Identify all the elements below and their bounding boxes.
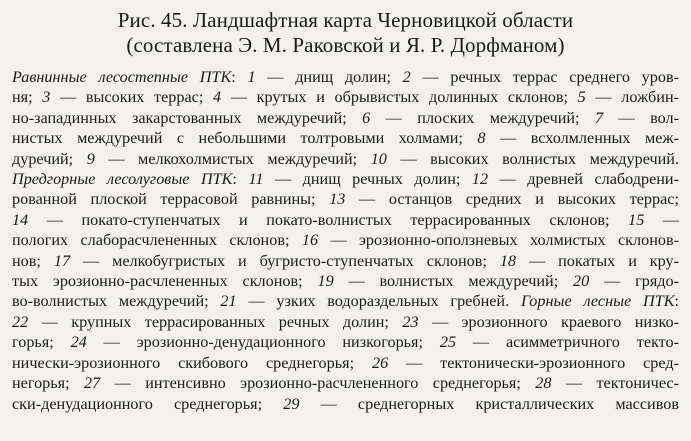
legend-italic-text: 26: [371, 353, 389, 372]
legend-text: — древней слабодрени-: [488, 170, 679, 189]
legend-italic-text: 25: [439, 333, 457, 352]
legend-text: нистых междуречий с небольшими толтровыми холмами;: [12, 129, 478, 148]
legend-italic-text: Горные лесные ПТК: [520, 292, 675, 311]
legend-text: во-волнистых междуречий;: [12, 292, 221, 311]
legend-italic-text: 1: [247, 68, 256, 86]
legend-italic-text: 28: [535, 374, 552, 393]
legend-line: [12, 169, 679, 189]
legend-text: — эрозионно-денудационного низкогорья;: [86, 333, 440, 352]
legend-text: — днищ речных долин;: [263, 170, 472, 189]
legend-italic-text: 17: [53, 251, 71, 270]
legend-text: рованной плоской террасовой равнины;: [12, 190, 330, 209]
legend-italic-text: 16: [301, 231, 319, 250]
caption-title: Рис. 45. Ландшафтная карта Черновицкой области: [117, 8, 574, 32]
legend-line: [12, 230, 679, 250]
legend-line: [12, 149, 679, 169]
legend-line: [12, 394, 679, 414]
legend-line: [12, 210, 679, 230]
legend-italic-text: 5: [577, 88, 586, 107]
legend-text: — мелкобугристых и бугристо-ступенчатых склонов;: [70, 251, 500, 270]
legend-italic-text: 23: [402, 312, 419, 331]
legend-italic-text: 12: [471, 170, 489, 189]
legend-text: — плоских междуречий;: [370, 108, 595, 127]
legend-text: но-западинных закарстованных междуречий;: [12, 108, 363, 127]
legend-text: — крутых и обрывистых долинных склонов;: [221, 88, 578, 107]
legend-italic-text: 9: [86, 149, 95, 168]
legend-text: — мелкохолмистых междуречий;: [94, 149, 371, 168]
legend-text: :: [674, 292, 679, 311]
legend-text: — высоких террас;: [50, 88, 213, 107]
legend-text: нов;: [12, 251, 54, 270]
legend-line: [12, 353, 679, 373]
legend-italic-text: 10: [370, 149, 387, 168]
legend-text: —: [644, 210, 679, 229]
legend-text: — речных террас среднего уров-: [410, 68, 679, 86]
legend-text: — эрозионно-оползневых холмистых склонов-: [318, 231, 679, 250]
legend-text: — тектонически-эрозионного сред-: [388, 353, 679, 372]
legend-italic-text: 29: [283, 394, 300, 413]
legend-italic-text: 20: [573, 272, 590, 291]
legend-text: — среднегорных кристаллических массивов: [299, 394, 679, 413]
legend-text: нически-эрозионного скибового среднегорья;: [12, 353, 372, 372]
legend-text: негорья;: [12, 374, 85, 393]
legend-text: — волнистых междуречий;: [333, 272, 574, 291]
legend-line: [12, 312, 679, 332]
legend-text: — асимметричного текто-: [456, 333, 679, 352]
legend-text: :: [231, 68, 248, 86]
legend-italic-text: 14: [12, 210, 29, 229]
figure-caption: [12, 8, 679, 58]
legend-text: тых эрозионно-расчлененных склонов;: [12, 272, 318, 291]
legend-line: [12, 67, 679, 87]
legend-line: [12, 189, 679, 209]
legend-italic-text: 13: [329, 190, 346, 209]
legend-italic-text: 2: [402, 68, 411, 86]
legend-text: дуречий;: [12, 149, 87, 168]
legend-text: — узких водораздельных гребней.: [236, 292, 521, 311]
legend-line: [12, 271, 679, 291]
legend-italic-text: 19: [317, 272, 334, 291]
legend-italic-text: 8: [477, 129, 486, 148]
legend-text: — покато-ступенчатых и покато-волнистых террасированных склонов;: [28, 210, 629, 229]
legend-text: — крупных террасированных речных долин;: [28, 312, 403, 331]
legend-italic-text: 15: [628, 210, 645, 229]
legend-italic-text: 22: [12, 312, 29, 331]
legend-italic-text: Предгорные лесолуговые ПТК: [12, 170, 233, 189]
legend-text: — эрозионного краевого низко-: [418, 312, 679, 331]
legend-text: — покатых и кру-: [516, 251, 679, 270]
legend-line: [12, 332, 679, 352]
legend-line: [12, 87, 679, 107]
legend-text: горья;: [12, 333, 71, 352]
legend-line: [12, 108, 679, 128]
legend-italic-text: 21: [220, 292, 237, 311]
legend-line: [12, 251, 679, 271]
legend-text: — всхолмленных меж-: [485, 129, 679, 148]
legend-italic-text: 3: [42, 88, 51, 107]
legend-text: — тектоничес-: [551, 374, 679, 393]
legend-line: [12, 373, 679, 393]
legend-text: ски-денудационного среднегорья;: [12, 394, 284, 413]
legend-italic-text: 27: [84, 374, 101, 393]
legend-text: — ложбин-: [585, 88, 679, 107]
legend-italic-text: 11: [248, 170, 264, 189]
map-legend-text: [12, 67, 679, 414]
legend-text: пологих слаборасчлененных склонов;: [12, 231, 302, 250]
legend-text: — интенсивно эрозионно-расчлененного среднегорья;: [100, 374, 536, 393]
legend-line: [12, 128, 679, 148]
legend-italic-text: 4: [213, 88, 222, 107]
legend-text: ня;: [12, 88, 43, 107]
legend-italic-text: 24: [70, 333, 87, 352]
legend-text: — днищ долин;: [255, 68, 403, 86]
legend-italic-text: 7: [594, 108, 604, 127]
caption-authors: (составлена Э. М. Раковской и Я. Р. Дорфманом): [126, 33, 565, 57]
legend-text: — останцов средних и высоких террас;: [345, 190, 679, 209]
legend-text: — вол-: [603, 108, 679, 127]
legend-italic-text: 6: [362, 108, 371, 127]
legend-text: — грядо-: [589, 272, 679, 291]
legend-line: [12, 291, 679, 311]
legend-italic-text: Равнинные лесостепные ПТК: [12, 68, 232, 86]
legend-italic-text: 18: [499, 251, 517, 270]
legend-text: :: [232, 170, 249, 189]
legend-text: — высоких волнистых междуречий.: [386, 149, 679, 168]
